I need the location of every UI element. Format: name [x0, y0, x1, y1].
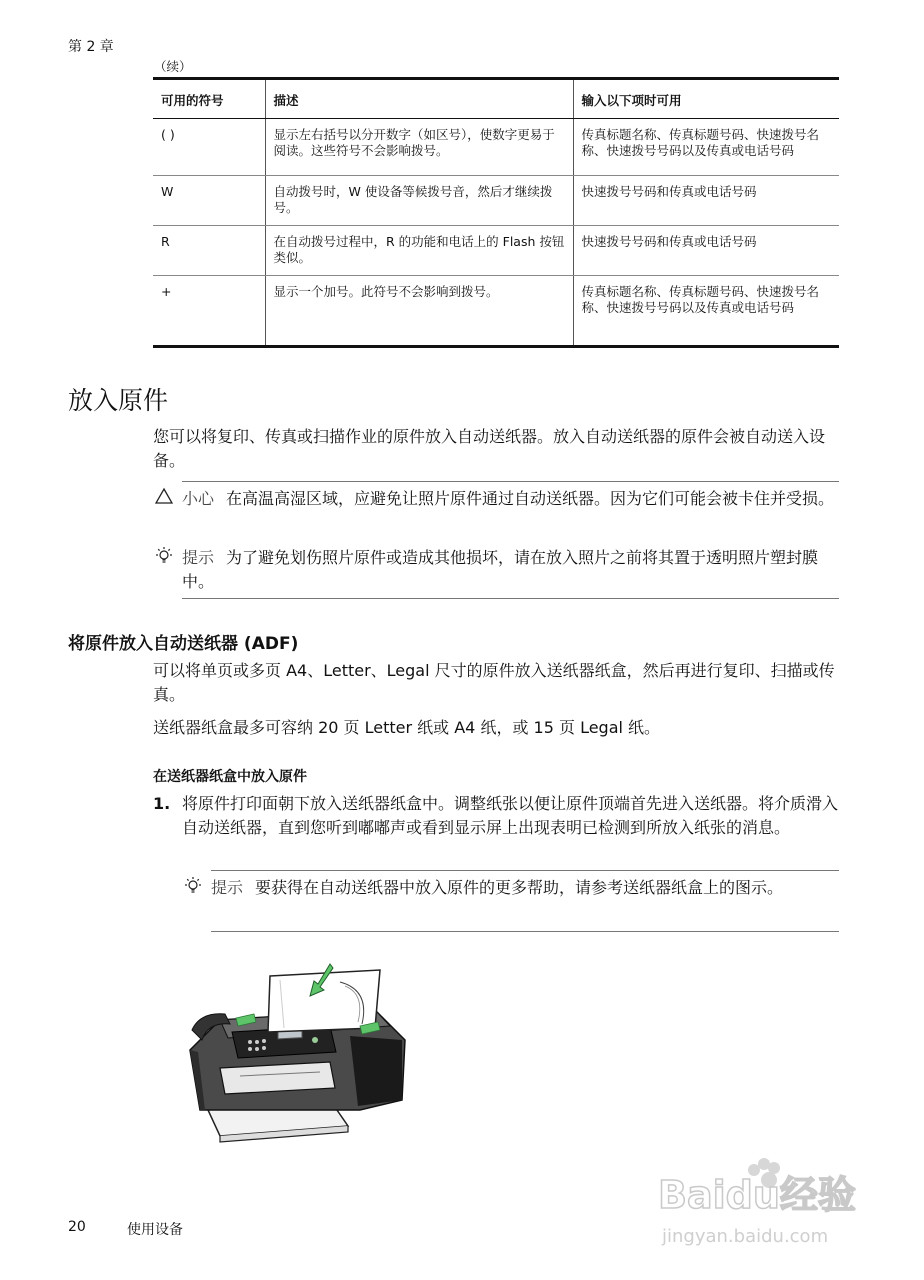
lightbulb-icon — [182, 876, 204, 903]
table-cell: 显示左右括号以分开数字（如区号），使数字更易于阅读。这些符号不会影响拨号。 — [265, 119, 573, 176]
section-intro: 您可以将复印、传真或扫描作业的原件放入自动送纸器。放入自动送纸器的原件会被自动送入设备。 — [153, 427, 826, 470]
adf-tip-note — [182, 876, 842, 926]
adf-tip-text-block — [211, 876, 841, 900]
page-number: 20 — [68, 1219, 86, 1235]
tip-note — [153, 546, 843, 596]
lightbulb-icon — [153, 546, 175, 573]
table-cell: W — [153, 176, 265, 226]
procedure-title: 在送纸器纸盒中放入原件 — [153, 769, 307, 785]
step-text: 将原件打印面朝下放入送纸器纸盒中。调整纸张以便让原件顶端首先进入送纸器。将介质滑入自动送纸器，直到您听到嘟嘟声或看到显示屏上出现表明已检测到所放入纸张的消息。 — [182, 794, 839, 837]
divider — [211, 870, 839, 871]
step-number: 1. — [153, 794, 171, 813]
section-title: 放入原件 — [68, 386, 169, 415]
table-cell: 传真标题名称、传真标题号码、快速拨号名称、快速拨号号码以及传真或电话号码 — [573, 276, 839, 347]
table-cell: 自动拨号时，W 使设备等候拨号音，然后才继续拨号。 — [265, 176, 573, 226]
tip-label: 提示 — [182, 548, 215, 567]
table-cell: ( ) — [153, 119, 265, 176]
divider — [182, 481, 839, 482]
caution-label: 小心 — [182, 489, 215, 508]
table-cell: R — [153, 226, 265, 276]
divider — [211, 931, 839, 932]
table-row — [153, 226, 839, 276]
table-row — [153, 276, 839, 347]
watermark-logo-text: Baidu经验 — [658, 1173, 856, 1217]
symbols-table — [153, 77, 839, 348]
table-cell: 快速拨号号码和传真或电话号码 — [573, 226, 839, 276]
table-cell: 在自动拨号过程中，R 的功能和电话上的 Flash 按钮类似。 — [265, 226, 573, 276]
table-cell: + — [153, 276, 265, 347]
printer-adf-illustration — [180, 960, 412, 1150]
subsection-paragraph: 可以将单页或多页 A4、Letter、Legal 尺寸的原件放入送纸器纸盒，然后再进行复印、扫描或传真。 — [153, 661, 835, 704]
footer-label: 使用设备 — [127, 1222, 183, 1238]
caution-text-block — [182, 487, 842, 511]
column-header: 输入以下项时可用 — [573, 79, 839, 119]
tip-text-block — [182, 546, 842, 594]
table-cell: 显示一个加号。此符号不会影响到拨号。 — [265, 276, 573, 347]
tip-label: 提示 — [211, 878, 244, 897]
watermark-url: jingyan.baidu.com — [662, 1226, 829, 1247]
column-header: 描述 — [265, 79, 573, 119]
table-row — [153, 176, 839, 226]
caution-note — [153, 487, 843, 537]
table-header-row — [153, 79, 839, 119]
subsection-title: 将原件放入自动送纸器 (ADF) — [68, 634, 299, 654]
caution-text: 在高温高湿区域，应避免让照片原件通过自动送纸器。因为它们可能会被卡住并受损。 — [226, 489, 835, 508]
table-row — [153, 119, 839, 176]
tip-text: 为了避免划伤照片原件或造成其他损坏，请在放入照片之前将其置于透明照片塑封膜中。 — [182, 548, 819, 591]
column-header: 可用的符号 — [153, 79, 265, 119]
divider — [182, 598, 839, 599]
table-cell: 快速拨号号码和传真或电话号码 — [573, 176, 839, 226]
tip-text: 要获得在自动送纸器中放入原件的更多帮助，请参考送纸器纸盒上的图示。 — [255, 878, 784, 897]
table-cell: 传真标题名称、传真标题号码、快速拨号名称、快速拨号号码以及传真或电话号码 — [573, 119, 839, 176]
subsection-paragraph: 送纸器纸盒最多可容纳 20 页 Letter 纸或 A4 纸，或 15 页 Legal 纸。 — [153, 718, 661, 737]
baidu-watermark — [656, 1150, 886, 1250]
continued-label: （续） — [154, 59, 192, 74]
caution-triangle-icon — [153, 487, 175, 512]
chapter-header: 第 2 章 — [68, 39, 114, 55]
